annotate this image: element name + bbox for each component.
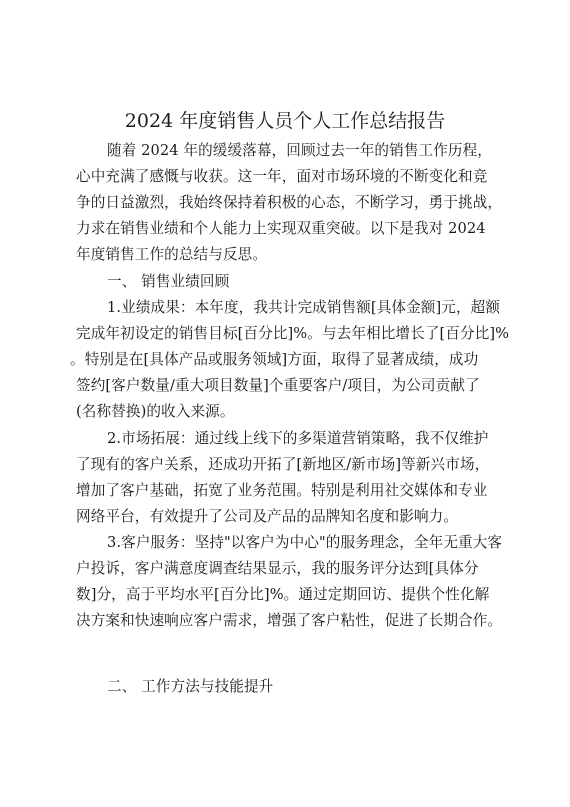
paragraph-line: 户投诉，客户满意度调查结果显示，我的服务评分达到[具体分 bbox=[76, 560, 479, 577]
paragraph-line: 了现有的客户关系，还成功开拓了[新地区/新市场]等新兴市场， bbox=[76, 456, 490, 473]
section-heading: 一、 销售业绩回顾 bbox=[107, 273, 230, 290]
paragraph-line: 增加了客户基础，拓宽了业务范围。特别是利用社交媒体和专业 bbox=[76, 482, 488, 499]
paragraph-line: (名称替换)的收入来源。 bbox=[76, 403, 235, 420]
paragraph-line: 数]分，高于平均水平[百分比]%。通过定期回访、提供个性化解 bbox=[76, 586, 490, 603]
paragraph-line: 网络平台，有效提升了公司及产品的品牌知名度和影响力。 bbox=[76, 508, 459, 525]
paragraph-line: 年度销售工作的总结与反思。 bbox=[76, 246, 268, 263]
paragraph-line: 决方案和快速响应客户需求，增强了客户粘性，促进了长期合作。 bbox=[76, 612, 503, 629]
paragraph-line: 争的日益激烈，我始终保持着积极的心态，不断学习，勇于挑战， bbox=[76, 194, 503, 211]
paragraph-line: 随着 2024 年的缓缓落幕，回顾过去一年的销售工作历程， bbox=[107, 142, 492, 159]
section-heading: 二、 工作方法与技能提升 bbox=[107, 678, 274, 695]
paragraph-line: 2.市场拓展：通过线上线下的多渠道营销策略，我不仅维护 bbox=[107, 430, 489, 447]
paragraph-line: 。特别是在[具体产品或服务领域]方面，取得了显著成绩，成功 bbox=[70, 351, 479, 368]
paragraph-line: 1.业绩成果：本年度，我共计完成销售额[具体金额]元，超额 bbox=[107, 299, 501, 316]
paragraph-line: 力求在销售业绩和个人能力上实现双重突破。以下是我对 2024 bbox=[76, 220, 486, 237]
paragraph-line: 3.客户服务：坚持"以客户为中心"的服务理念，全年无重大客 bbox=[107, 534, 503, 551]
paragraph-line: 完成年初设定的销售目标[百分比]%。与去年相比增长了[百分比]% bbox=[76, 325, 510, 342]
paragraph-line: 签约[客户数量/重大项目数量]个重要客户/项目，为公司贡献了 bbox=[76, 377, 480, 394]
document-title: 2024 年度销售人员个人工作总结报告 bbox=[124, 110, 446, 132]
paragraph-line: 心中充满了感慨与收获。这一年，面对市场环境的不断变化和竞 bbox=[76, 168, 488, 185]
